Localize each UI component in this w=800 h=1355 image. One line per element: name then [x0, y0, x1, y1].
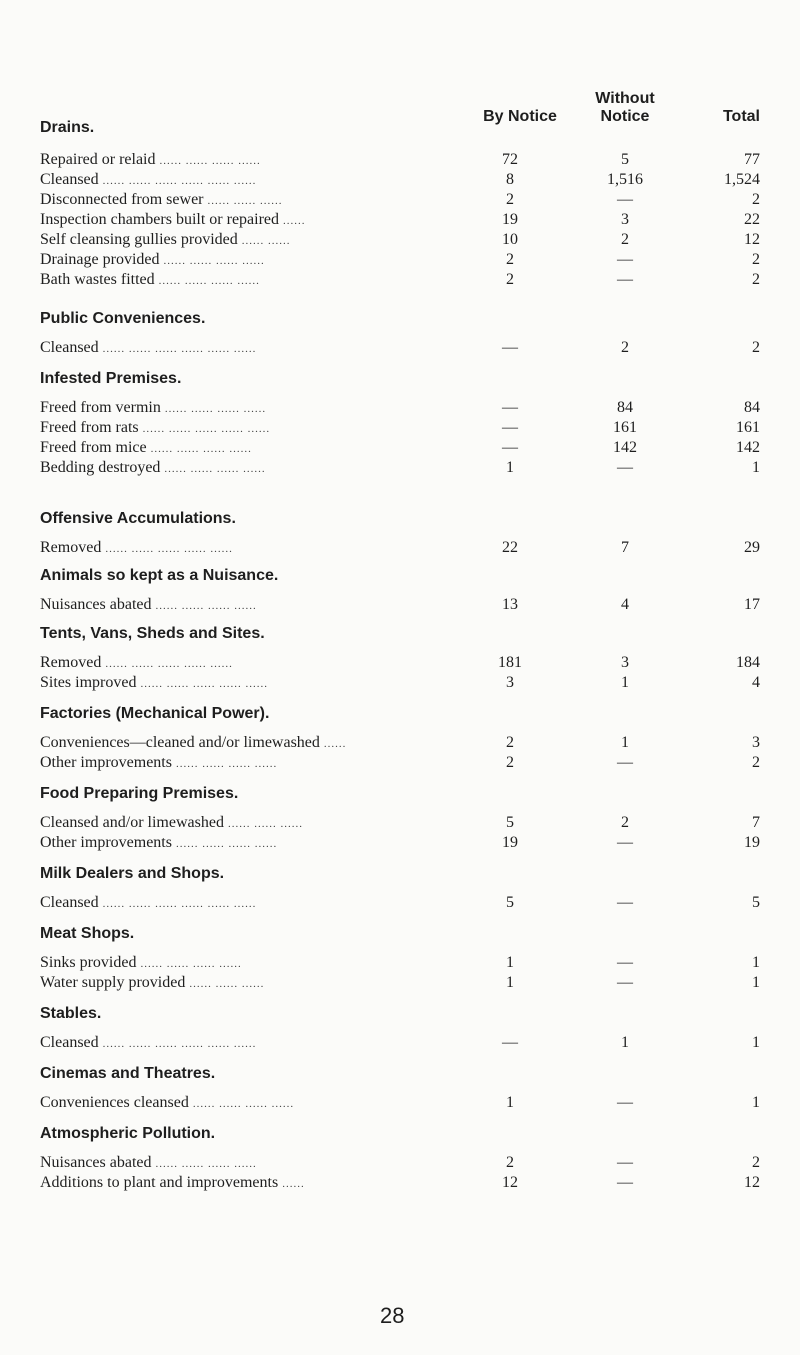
total-value: 2 [752, 1154, 760, 1171]
by-notice-value: 2 [506, 754, 514, 771]
total-value: 1 [752, 954, 760, 971]
page-number: 28 [380, 1303, 405, 1328]
row-label [40, 438, 252, 459]
table-row [40, 893, 760, 913]
row-label [40, 270, 260, 291]
table-row [40, 418, 760, 438]
by-notice-value: — [502, 1034, 518, 1051]
without-notice-value: — [617, 954, 633, 971]
by-notice-value: 12 [502, 1174, 518, 1191]
total-value: 1,524 [724, 171, 760, 188]
row-label [40, 458, 266, 479]
leader-dots: ...... ...... ...... ...... [163, 255, 265, 267]
row-label [40, 150, 261, 171]
leader-dots: ...... ...... ...... ...... ...... [140, 678, 268, 690]
row-label-text: Additions to plant and improvements [40, 1174, 279, 1191]
leader-dots: ...... ...... ...... ...... [150, 443, 252, 455]
leader-dots: ...... ...... ...... ...... ...... ...... [102, 1038, 257, 1050]
row-label [40, 170, 256, 191]
total-value: 4 [752, 674, 760, 691]
without-notice-value: 5 [621, 151, 629, 168]
column-header-without-line1: Without [595, 90, 655, 107]
by-notice-value: 1 [506, 954, 514, 971]
row-label-text: Disconnected from sewer [40, 191, 204, 208]
section-title: Animals so kept as a Nuisance. [40, 567, 279, 584]
without-notice-value: 2 [621, 814, 629, 831]
row-label [40, 833, 277, 854]
without-notice-value: 2 [621, 339, 629, 356]
by-notice-value: 1 [506, 974, 514, 991]
leader-dots: ...... ...... ...... ...... [155, 600, 257, 612]
total-value: 2 [752, 251, 760, 268]
total-value: 12 [744, 231, 760, 248]
table-row [40, 270, 760, 290]
total-value: 2 [752, 191, 760, 208]
row-label-text: Sites improved [40, 674, 137, 691]
row-label [40, 753, 277, 774]
row-label [40, 673, 268, 694]
leader-dots: ...... ...... ...... ...... [158, 275, 260, 287]
row-label-text: Freed from vermin [40, 399, 161, 416]
section-title: Milk Dealers and Shops. [40, 865, 225, 882]
without-notice-value: 1,516 [607, 171, 643, 188]
by-notice-value: — [502, 339, 518, 356]
row-label [40, 953, 242, 974]
by-notice-value: 181 [498, 654, 522, 671]
leader-dots: ...... [323, 738, 347, 750]
total-value: 1 [752, 1034, 760, 1051]
leader-dots: ...... ...... ...... ...... [140, 958, 242, 970]
row-label [40, 595, 257, 616]
without-notice-value: 142 [613, 439, 637, 456]
row-label [40, 973, 264, 994]
without-notice-value: — [617, 191, 633, 208]
without-notice-value: 161 [613, 419, 637, 436]
total-value: 19 [744, 834, 760, 851]
leader-dots: ...... ...... ...... ...... [159, 155, 261, 167]
row-label [40, 1033, 256, 1054]
column-header-total: Total [722, 108, 760, 125]
total-value: 12 [744, 1174, 760, 1191]
total-value: 1 [752, 459, 760, 476]
leader-dots: ...... ...... ...... [207, 195, 283, 207]
without-notice-value: 3 [621, 654, 629, 671]
by-notice-value: — [502, 399, 518, 416]
table-row [40, 1173, 760, 1193]
section-title: Infested Premises. [40, 370, 182, 387]
section-title: Tents, Vans, Sheds and Sites. [40, 625, 265, 642]
row-label-text: Cleansed [40, 339, 99, 356]
leader-dots: ...... [283, 215, 306, 227]
total-value: 2 [752, 271, 760, 288]
table-row [40, 338, 760, 358]
by-notice-value: 1 [506, 459, 514, 476]
table-row [40, 953, 760, 973]
section-title: Food Preparing Premises. [40, 785, 239, 802]
without-notice-value: 7 [621, 539, 629, 556]
by-notice-value: 3 [506, 674, 514, 691]
leader-dots: ...... ...... ...... ...... [175, 838, 278, 850]
row-label [40, 893, 256, 914]
row-label-text: Other improvements [40, 754, 172, 771]
without-notice-value: — [617, 251, 633, 268]
by-notice-value: 19 [502, 211, 518, 228]
row-label [40, 538, 233, 559]
row-label-text: Removed [40, 654, 102, 671]
without-notice-value: — [617, 271, 633, 288]
without-notice-value: 84 [617, 399, 633, 416]
row-label [40, 190, 283, 211]
row-label-text: Conveniences cleansed [40, 1094, 189, 1111]
without-notice-value: — [617, 1094, 633, 1111]
total-value: 84 [744, 399, 760, 416]
leader-dots: ...... ...... ...... ...... ...... [142, 423, 271, 435]
row-label-text: Water supply provided [40, 974, 186, 991]
row-label-text: Sinks provided [40, 954, 137, 971]
table-row [40, 458, 760, 478]
section-title: Factories (Mechanical Power). [40, 705, 270, 722]
leader-dots: ...... ...... ...... ...... [164, 403, 267, 415]
row-label [40, 210, 306, 231]
by-notice-value: 5 [506, 814, 514, 831]
without-notice-value: — [617, 1154, 633, 1171]
row-label-text: Freed from mice [40, 439, 147, 456]
leader-dots: ...... ...... ...... ...... [192, 1098, 295, 1110]
table-row [40, 753, 760, 773]
leader-dots: ...... ...... ...... ...... [175, 758, 278, 770]
without-notice-value: 1 [621, 1034, 629, 1051]
leader-dots: ...... ...... ...... ...... [155, 1158, 257, 1170]
row-label-text: Nuisances abated [40, 596, 152, 613]
section-title: Cinemas and Theatres. [40, 1065, 216, 1082]
total-value: 29 [744, 539, 760, 556]
row-label-text: Drainage provided [40, 251, 160, 268]
by-notice-value: 2 [506, 251, 514, 268]
table-row [40, 398, 760, 418]
by-notice-value: 10 [502, 231, 518, 248]
total-value: 17 [744, 596, 760, 613]
row-label-text: Cleansed [40, 894, 99, 911]
by-notice-value: 19 [502, 834, 518, 851]
table-row [40, 1153, 760, 1173]
table-row [40, 538, 760, 558]
leader-dots: ...... ...... ...... [189, 978, 265, 990]
table-row [40, 653, 760, 673]
table-row [40, 190, 760, 210]
row-label [40, 733, 346, 754]
without-notice-value: 2 [621, 231, 629, 248]
total-value: 1 [752, 1094, 760, 1111]
without-notice-value: 4 [621, 596, 629, 613]
by-notice-value: — [502, 439, 518, 456]
total-value: 22 [744, 211, 760, 228]
row-label-text: Nuisances abated [40, 1154, 152, 1171]
row-label-text: Conveniences—cleaned and/or limewashed [40, 734, 320, 751]
section-title: Atmospheric Pollution. [40, 1125, 216, 1142]
without-notice-value: — [617, 834, 633, 851]
table-row [40, 673, 760, 693]
section-title: Public Conveniences. [40, 310, 206, 327]
table-row [40, 230, 760, 250]
leader-dots: ...... [282, 1178, 305, 1190]
leader-dots: ...... ...... ...... ...... ...... [105, 658, 233, 670]
table-row [40, 210, 760, 230]
row-label-text: Repaired or relaid [40, 151, 156, 168]
section-title: Offensive Accumulations. [40, 510, 236, 527]
by-notice-value: 2 [506, 191, 514, 208]
by-notice-value: 2 [506, 1154, 514, 1171]
by-notice-value: 13 [502, 596, 518, 613]
by-notice-value: 1 [506, 1094, 514, 1111]
row-label-text: Cleansed [40, 171, 99, 188]
total-value: 2 [752, 754, 760, 771]
total-value: 7 [752, 814, 760, 831]
section-title: Meat Shops. [40, 925, 135, 942]
row-label-text: Other improvements [40, 834, 172, 851]
row-label-text: Inspection chambers built or repaired [40, 211, 280, 228]
row-label [40, 653, 233, 674]
by-notice-value: 22 [502, 539, 518, 556]
by-notice-value: 72 [502, 151, 518, 168]
without-notice-value: — [617, 974, 633, 991]
without-notice-value: — [617, 459, 633, 476]
leader-dots: ...... ...... ...... ...... ...... ...... [102, 343, 257, 355]
row-label-text: Bath wastes fitted [40, 271, 155, 288]
total-value: 1 [752, 974, 760, 991]
total-value: 161 [736, 419, 760, 436]
without-notice-value: — [617, 754, 633, 771]
leader-dots: ...... ...... [241, 235, 291, 247]
table-row [40, 170, 760, 190]
total-value: 184 [736, 654, 760, 671]
row-label [40, 250, 265, 271]
row-label [40, 813, 303, 834]
row-label-text: Cleansed and/or limewashed [40, 814, 224, 831]
column-header-without-notice: Notice [600, 108, 650, 125]
table-row [40, 1093, 760, 1113]
total-value: 5 [752, 894, 760, 911]
column-header-by-notice: By Notice [483, 108, 557, 125]
row-label [40, 338, 256, 359]
table-row [40, 438, 760, 458]
row-label-text: Freed from rats [40, 419, 139, 436]
leader-dots: ...... ...... ...... ...... ...... ...... [102, 175, 257, 187]
table-row [40, 813, 760, 833]
row-label-text: Bedding destroyed [40, 459, 161, 476]
by-notice-value: 8 [506, 171, 514, 188]
table-row [40, 973, 760, 993]
by-notice-value: 5 [506, 894, 514, 911]
total-value: 2 [752, 339, 760, 356]
row-label [40, 1173, 305, 1194]
table-row [40, 150, 760, 170]
by-notice-value: — [502, 419, 518, 436]
leader-dots: ...... ...... ...... ...... ...... [105, 543, 233, 555]
table-row [40, 833, 760, 853]
table-row [40, 250, 760, 270]
table-row [40, 595, 760, 615]
leader-dots: ...... ...... ...... ...... [164, 463, 266, 475]
without-notice-value: 1 [621, 734, 629, 751]
leader-dots: ...... ...... ...... ...... ...... ...... [102, 898, 257, 910]
total-value: 142 [736, 439, 760, 456]
row-label [40, 1153, 257, 1174]
without-notice-value: — [617, 1174, 633, 1191]
row-label [40, 418, 270, 439]
total-value: 77 [744, 151, 760, 168]
row-label-text: Removed [40, 539, 102, 556]
section-title: Stables. [40, 1005, 102, 1022]
by-notice-value: 2 [506, 271, 514, 288]
row-label-text: Self cleansing gullies provided [40, 231, 238, 248]
row-label [40, 398, 266, 419]
row-label [40, 230, 290, 251]
table-row [40, 733, 760, 753]
leader-dots: ...... ...... ...... [227, 818, 303, 830]
without-notice-value: 1 [621, 674, 629, 691]
without-notice-value: 3 [621, 211, 629, 228]
section-title: Drains. [40, 119, 95, 136]
without-notice-value: — [617, 894, 633, 911]
row-label-text: Cleansed [40, 1034, 99, 1051]
row-label [40, 1093, 294, 1114]
by-notice-value: 2 [506, 734, 514, 751]
table-row [40, 1033, 760, 1053]
total-value: 3 [752, 734, 760, 751]
